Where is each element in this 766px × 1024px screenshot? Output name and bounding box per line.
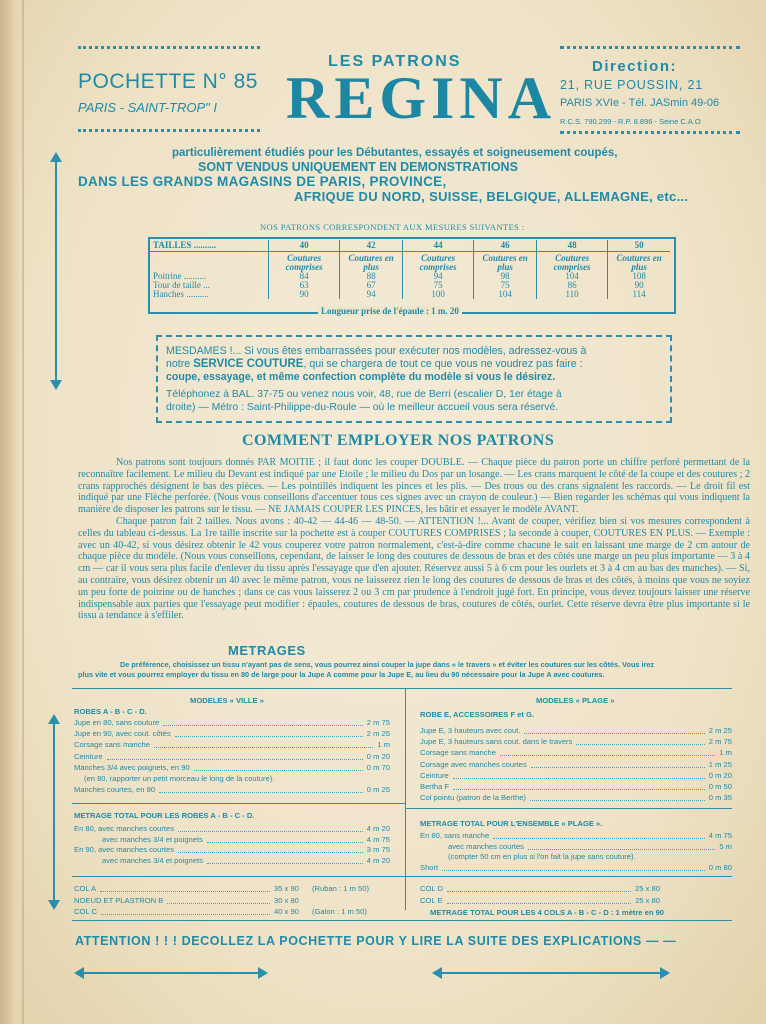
col-label: COL E (420, 895, 443, 905)
grain-arrow-left-bottom (53, 722, 55, 902)
total-robes-title: METRAGE TOTAL POUR LES ROBES A - B - C - D. (74, 811, 255, 820)
col-label: COL D (420, 884, 443, 893)
size-46: 46 (474, 240, 537, 252)
leader-dots (447, 896, 631, 904)
header-rule-right-bottom (560, 131, 740, 134)
registry-line: R.C.S. 790.299 - R.P. 8.896 - Seine C.A.O (560, 117, 701, 126)
metrage-label: Col pointu (patron de la Berthe) (420, 793, 526, 803)
cell: 84 (269, 272, 340, 281)
header-rule-right-top (560, 46, 740, 49)
metrage-row (74, 752, 390, 761)
size-48: 48 (536, 240, 607, 252)
metrage-label: En 80, sans manche (420, 831, 490, 840)
instructions-paragraph-2: Chaque patron fait 2 tailles. Nous avons : 40-42 — 44-46 — 48-50. — ATTENTION !... Avant de couper, vérifiez bien si vos mesures correspondent à celles du tableau ci-dessus. La 1re taille inscrite sur la pochette est à couper COUTURES COMPRISES ; la seconde à couper, COUTURES EN PLUS. — Exemple : avec un 40-42, si vous désirez obtenir le 42 vous couperez votre patron normalement, c'est-à-dire comme chacune le sait en laissant une marge de 2 cm autour de chaque pièce du modèle. (Nous vous conseillons, cependant, de laisser le long des coutures de dessous de bras et des côtés une marge un peu plus importante — 3 à 4 cm — car il vous sera plus facile d'enlever du tissu après l'essayage que d'en ajouter. Réservez aussi 5 à 6 cm pour les ourlets et 3 à 4 cm au bas des manches). — Si, au contraire, vous désirez obtenir un 40 avec le même patron, vous ne laisserez rien le long des coutures de dessous de bras et des côtés, à moins que vous ne soyiez un peu forte de poitrine ou de hanches ; dans ce cas vous laisserez 2 ou 3 cm par prudence à l'endroit jugé fort. En principe, vous devez toujours laisser une réserve indispensable aux parties que l'essayage peut modifier : épaules, coutures de dessous de bras, coutures de côtés, ourlet. Cette réserve devra être plus importante si le tissu a tendance à s'effiler. (78, 515, 750, 622)
metrage-label: avec manches 3/4 et poignets (102, 855, 203, 865)
row-label: Poitrine .......... (153, 271, 207, 281)
paper-fold-line (22, 0, 24, 1024)
metrage-row (420, 782, 732, 791)
sizes-caption: NOS PATRONS CORRESPONDENT AUX MESURES SUIVANTES : (260, 222, 525, 232)
sizes-row-hanches (150, 290, 670, 299)
notice-line-5: droite) — Métro : Saint-Philippe-du-Roule — où le meilleur accueil vous sera réservé. (166, 402, 559, 413)
metrage-value: 4 m 75 (708, 831, 732, 840)
metrage-value: 0 m 20 (708, 770, 732, 780)
metrage-label: Corsage avec manches courtes (420, 759, 527, 769)
metrage-row (420, 793, 732, 802)
attention-footer: ATTENTION ! ! ! DECOLLEZ LA POCHETTE POUR Y LIRE LA SUITE DES EXPLICATIONS — — (75, 934, 677, 948)
city-line: PARIS - SAINT-TROP" I (78, 100, 217, 115)
metrage-value: 4 m 75 (366, 834, 390, 844)
notice-line-2c: , qui se chargera de tout ce que vous ne voudrez pas faire : (303, 358, 583, 370)
intro-line-3: DANS LES GRANDS MAGASINS DE PARIS, PROVINCE, (78, 174, 447, 189)
sizes-table (150, 240, 670, 299)
instructions-paragraph-1: Nos patrons sont toujours donnés PAR MOITIE ; il faut donc les couper DOUBLE. — Chaque pièce du patron porte un chiffre perforé permettant de la reconnaître facilement. Le milieu du Devant est indiqué par une Etoile ; le milieu du Dos par un losange. — Les crans marquent le côté de la coupe et des coutures ; 2 crans rapprochés désignent le bas des pièces. — Les pointillés indiquent les pinces et les plis. — Des trous ou des crans signalent les raccords. — Le droit fil est indiqué par une Flèche perforée. (Nous vous conseillons d'accentuer tous ces signes avec un crayon de couleur.) — Bien regarder les schémas qui vous indiquent la manière de disposer les patrons sur le tissu. — NE JAMAIS COUPER LES PINCES, les bâtir et essayer le modèle AVANT. (78, 457, 750, 516)
metrage-value: 1 m (719, 748, 732, 758)
col-row (420, 896, 660, 905)
leader-dots (500, 748, 715, 756)
metrage-row (74, 740, 390, 749)
metrage-label: Ceinture (74, 751, 103, 761)
metrage-label: avec manches 3/4 et poignets (102, 834, 203, 844)
leader-dots (107, 752, 363, 760)
type-label: Coutures en plus (474, 252, 537, 273)
metrage-row (74, 729, 390, 738)
metrage-row (74, 763, 390, 772)
sizes-footer: Longueur prise de l'épaule : 1 m. 20 (318, 306, 462, 316)
metrage-label: Jupe en 80, sans couture (74, 718, 160, 727)
metrages-intro-2: plus vite et vous pourrez employer du tissu en 80 de large pour la Jupe A comme pour la Jupe E, au lieu du 90 nécessaire pour la Jupe A avec coutures. (78, 670, 605, 679)
sizes-header-row (150, 240, 670, 252)
metrage-label: En 90, avec manches courtes (74, 845, 175, 854)
leader-dots (528, 842, 715, 850)
sizes-row-taille (150, 281, 670, 290)
metrage-value: 2 m 25 (366, 729, 390, 739)
metrage-value: 0 m 20 (366, 751, 390, 761)
leader-dots (194, 763, 363, 771)
ville-subtitle: ROBES A - B - C - D. (74, 707, 147, 716)
pochette-number: POCHETTE N° 85 (78, 70, 258, 93)
metrages-top-rule (72, 688, 732, 689)
metrage-label: (compter 50 cm en plus si l'on fait la jupe sans couture). (448, 852, 636, 861)
metrage-label: Corsage sans manche (74, 740, 150, 750)
cell: 90 (269, 290, 340, 299)
notice-line-2a: notre (166, 358, 194, 370)
metrage-label: avec manches courtes (448, 841, 524, 851)
metrage-label: En 80, avec manches courtes (74, 824, 175, 833)
plage-subtitle: ROBE E, ACCESSOIRES F et G. (420, 710, 535, 719)
metrages-intro-1: De préférence, choisissez un tissu n'ayant pas de sens, vous pourrez ainsi couper la jupe dans « le travers » et éviter les coutures sur les côtés. Vous irez (120, 660, 655, 669)
metrage-row (74, 856, 390, 865)
col-note: (Galon : 1 m 50) (312, 907, 367, 916)
metrage-label: Jupe E, 3 hauteurs avec cout. (420, 726, 521, 735)
leader-dots (524, 726, 705, 734)
notice-line-1: MESDAMES !... Si vous êtes embarrassées pour exécuter nos modèles, adressez-vous à (166, 345, 587, 357)
cols-bottom-rule (72, 920, 732, 921)
metrage-label: Corsage sans manche (420, 748, 496, 758)
col-size: 25 x 80 (635, 895, 660, 905)
type-label: Coutures en plus (608, 252, 670, 273)
leader-dots (576, 737, 705, 745)
cell: 90 (608, 281, 670, 290)
metrage-value: 0 m 35 (708, 793, 732, 803)
size-40: 40 (269, 240, 340, 252)
col-label: COL C (74, 907, 97, 916)
cell: 67 (340, 281, 403, 290)
leader-dots (167, 896, 270, 904)
metrage-value: 4 m 20 (366, 824, 390, 833)
metrage-value: 4 m 20 (366, 855, 390, 865)
size-42: 42 (340, 240, 403, 252)
row-label: Hanches .......... (153, 289, 209, 299)
metrage-row (420, 737, 732, 746)
metrage-row (420, 726, 732, 735)
cell: 104 (536, 272, 607, 281)
paper-left-edge (0, 0, 22, 1024)
type-label: Coutures en plus (340, 252, 403, 273)
plage-title: MODELES « PLAGE » (536, 696, 615, 705)
brand-subtitle: LES PATRONS (328, 53, 462, 70)
metrage-row (74, 824, 390, 833)
col-row (420, 884, 660, 893)
metrage-label: Jupe E, 3 hauteurs sans cout. dans le travers (420, 737, 573, 747)
metrage-row (420, 760, 732, 769)
leader-dots (178, 845, 363, 853)
metrage-value: 1 m 25 (708, 759, 732, 769)
col-note: (Ruban : 1 m 50) (312, 884, 369, 893)
metrage-value: 0 m 80 (708, 862, 732, 872)
leader-dots (442, 863, 705, 871)
ville-title: MODELES « VILLE » (190, 696, 264, 705)
metrage-value: 1 m (377, 740, 390, 750)
grain-arrow-left-top (55, 160, 57, 382)
metrage-row (74, 774, 390, 783)
cell: 108 (608, 272, 670, 281)
cols-rule (72, 876, 732, 877)
cell: 114 (608, 290, 670, 299)
leader-dots (530, 793, 705, 801)
metrage-label: Bertha F (420, 782, 450, 791)
cell: 94 (340, 290, 403, 299)
metrage-label: Short (420, 862, 439, 872)
leader-dots (493, 831, 705, 839)
leader-dots (100, 884, 270, 892)
header-rule-left-bottom (78, 129, 260, 132)
notice-line-3: coupe, essayage, et même confection complète du modèle si vous le désirez. (166, 371, 556, 383)
cell: 63 (269, 281, 340, 290)
col-size: 35 x 90 (274, 884, 299, 893)
plage-rule (405, 808, 732, 809)
metrage-value: 0 m 25 (366, 785, 390, 795)
intro-line-4: AFRIQUE DU NORD, SUISSE, BELGIQUE, ALLEMAGNE, etc... (294, 189, 689, 204)
metrage-label: Ceinture (420, 770, 449, 780)
leader-dots (531, 760, 705, 768)
metrage-row (420, 863, 732, 872)
intro-line-2: SONT VENDUS UNIQUEMENT EN DEMONSTRATIONS (198, 160, 518, 174)
service-couture-label: SERVICE COUTURE (193, 358, 304, 370)
metrage-row (420, 852, 732, 861)
metrages-title: METRAGES (228, 643, 306, 658)
cell: 88 (340, 272, 403, 281)
leader-dots (163, 718, 363, 726)
col-row (74, 907, 386, 916)
instructions-title: COMMENT EMPLOYER NOS PATRONS (242, 432, 555, 449)
leader-dots (159, 785, 363, 793)
metrage-label: Jupe en 90, avec cout. côtés (74, 729, 171, 739)
leader-dots (453, 771, 705, 779)
type-label: Coutures comprises (402, 252, 473, 273)
cols-total: METRAGE TOTAL POUR LES 4 COLS A - B - C - D : 1 mètre en 90 (430, 908, 665, 917)
metrage-value: 0 m 50 (708, 782, 732, 791)
notice-line-2 (166, 358, 583, 370)
metrage-row (420, 748, 732, 757)
cell: 94 (402, 272, 473, 281)
col-size: 40 x 90 (274, 907, 299, 916)
address-line-1: 21, RUE POUSSIN, 21 (560, 78, 704, 92)
metrage-value: 0 m 70 (366, 762, 390, 772)
metrage-row (74, 845, 390, 854)
col-label: COL A (74, 884, 97, 893)
metrage-row (420, 771, 732, 780)
metrage-value: 2 m 75 (366, 718, 390, 727)
metrage-value: 2 m 75 (708, 737, 732, 747)
cell: 100 (402, 290, 473, 299)
instructions-body (78, 457, 750, 622)
col-size: 30 x 80 (274, 895, 299, 905)
leader-dots (178, 824, 363, 832)
leader-dots (453, 782, 705, 790)
sizes-label-tailles: TAILLES .......... (150, 240, 269, 252)
col-row (74, 884, 386, 893)
row-label: Tour de taille ... (153, 280, 210, 290)
metrage-value: 3 m 75 (366, 845, 390, 854)
sizes-type-row (150, 252, 670, 273)
grain-arrow-bottom-left (82, 972, 260, 974)
cell: 110 (536, 290, 607, 299)
metrage-row (420, 831, 732, 840)
intro-line-1: particulièrement étudiés pour les Débutantes, essayés et soigneusement coupés, (172, 147, 618, 159)
notice-line-4: Téléphonez à BAL. 37-75 ou venez nous voir, 48, rue de Berri (escalier D, 1er étage à (166, 389, 562, 400)
metrage-row (74, 718, 390, 727)
leader-dots (154, 740, 373, 748)
metrage-label: Manches courtes, en 80 (74, 785, 156, 795)
cell: 86 (536, 281, 607, 290)
size-50: 50 (608, 240, 670, 252)
type-label: Coutures comprises (269, 252, 340, 273)
cell: 98 (474, 272, 537, 281)
sizes-row-poitrine (150, 272, 670, 281)
col-size: 25 x 80 (635, 884, 660, 893)
leader-dots (175, 729, 363, 737)
type-label: Coutures comprises (536, 252, 607, 273)
header-rule-left-top (78, 46, 260, 49)
cell: 75 (402, 281, 473, 290)
metrage-label: Manches 3/4 avec poignets, en 90 (74, 762, 190, 772)
size-44: 44 (402, 240, 473, 252)
total-plage-title: METRAGE TOTAL POUR L'ENSEMBLE « PLAGE ». (420, 819, 603, 828)
cell: 75 (474, 281, 537, 290)
leader-dots (447, 884, 631, 892)
cell: 104 (474, 290, 537, 299)
metrage-label: (en 80, rapporter un petit morceau le long de la couture). (84, 774, 275, 783)
address-line-2: PARIS XVIe - Tél. JASmin 49-06 (560, 97, 720, 109)
direction-title: Direction: (592, 58, 678, 75)
brand-logo: REGINA (286, 65, 557, 131)
leader-dots (207, 835, 363, 843)
metrage-row (74, 785, 390, 794)
ville-rule (72, 803, 405, 804)
leader-dots (101, 907, 270, 915)
metrage-value: 2 m 25 (708, 726, 732, 735)
col-row (74, 896, 386, 905)
grain-arrow-bottom-right (440, 972, 662, 974)
metrage-row (74, 835, 390, 844)
metrage-value: 5 m (719, 841, 732, 851)
leader-dots (207, 856, 363, 864)
metrage-row (420, 842, 732, 851)
col-label: NOEUD ET PLASTRON B (74, 895, 164, 905)
